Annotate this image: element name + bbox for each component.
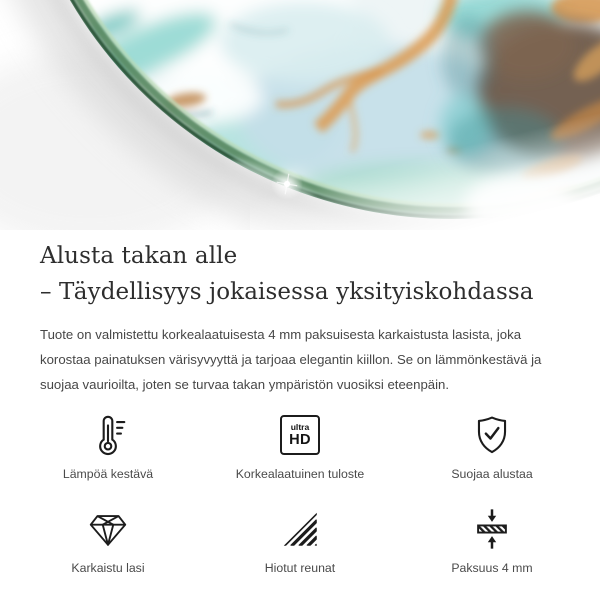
polished-edges-icon (277, 505, 323, 553)
ultra-hd-icon (280, 411, 320, 459)
diamond-icon (85, 505, 131, 553)
feature-label: Paksuus 4 mm (451, 561, 533, 575)
section-title (40, 238, 562, 310)
ultra-hd-text-top: ultra (290, 421, 310, 432)
ultra-hd-box (280, 415, 320, 455)
feature-high-quality-print (204, 411, 396, 481)
section-title-line2: – Täydellisyys jokaisessa yksityiskohdassa (40, 279, 534, 305)
feature-polished-edges (204, 505, 396, 575)
feature-tempered-glass (12, 505, 204, 575)
ultra-hd-text-bottom: HD (289, 431, 311, 448)
section-title-line1: Alusta takan alle (40, 243, 238, 269)
product-hero (0, 0, 600, 230)
thickness-icon (469, 505, 515, 553)
feature-label: Karkaistu lasi (71, 561, 145, 575)
shield-check-icon (469, 411, 515, 459)
feature-label: Hiotut reunat (264, 561, 336, 575)
feature-thickness (396, 505, 588, 575)
feature-label: Lämpöä kestävä (62, 467, 154, 481)
features-grid (0, 411, 600, 575)
feature-heat-resistant (12, 411, 204, 481)
feature-label: Korkealaatuinen tuloste (235, 467, 365, 481)
section-description: Tuote on valmistettu korkealaatuisesta 4 mm paksuisesta karkaistusta lasista, joka korostaa painatuksen värisyvyyttä ja tarjoaa elegantin kiillon. Se on lämmönkestävä ja suojaa vaurioilta, joten se turvaa takan ympäristön vuosiksi eteenpäin. (40, 327, 542, 392)
glass-plate-image (0, 0, 600, 230)
thermometer-icon (85, 411, 131, 459)
feature-protects-base (396, 411, 588, 481)
feature-label: Suojaa alustaa (451, 467, 533, 481)
